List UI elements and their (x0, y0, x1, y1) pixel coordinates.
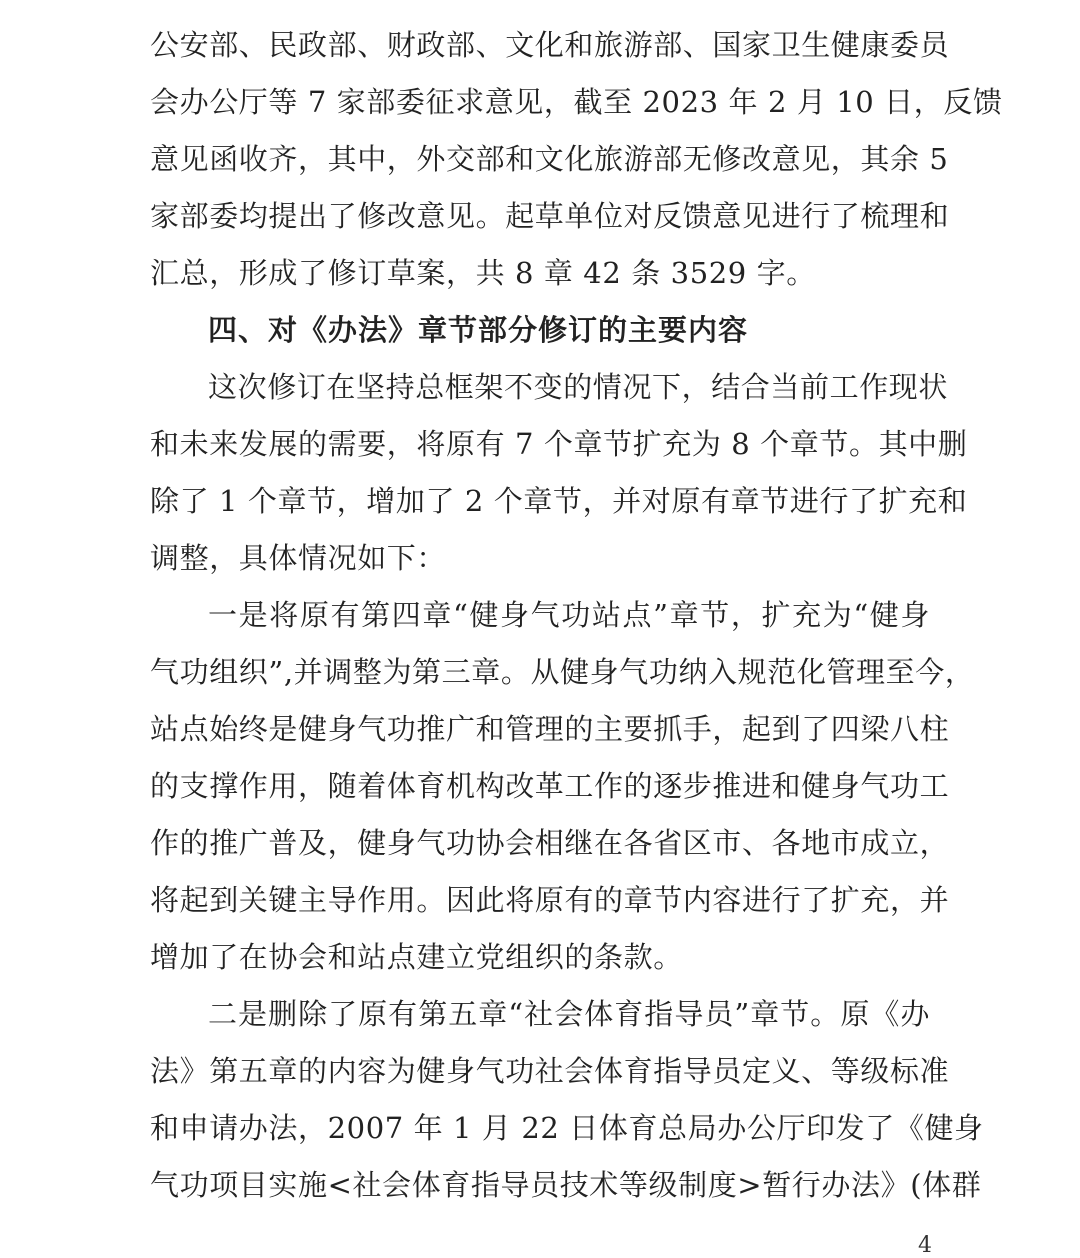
body-text-line: 除了 1 个章节，增加了 2 个章节，并对原有章节进行了扩充和 (150, 484, 968, 518)
body-text-line: 家部委均提出了修改意见。起草单位对反馈意见进行了梳理和 (150, 199, 950, 233)
paragraph-first-line: 这次修订在坚持总框架不变的情况下，结合当前工作现状 (208, 370, 949, 404)
body-text-line: 和未来发展的需要，将原有 7 个章节扩充为 8 个章节。其中删 (150, 427, 968, 461)
body-text-line: 增加了在协会和站点建立党组织的条款。 (150, 940, 683, 974)
body-text-line: 调整，具体情况如下： (150, 541, 447, 575)
paragraph-first-line: 一是将原有第四章“健身气功站点”章节，扩充为“健身 (208, 598, 930, 632)
body-text-line: 气功组织”,并调整为第三章。从健身气功纳入规范化管理至今， (150, 655, 975, 689)
paragraph-first-line: 二是删除了原有第五章“社会体育指导员”章节。原《办 (208, 997, 930, 1031)
body-text-line: 和申请办法，2007 年 1 月 22 日体育总局办公厅印发了《健身 (150, 1111, 984, 1145)
body-text-line: 会办公厅等 7 家部委征求意见，截至 2023 年 2 月 10 日，反馈 (150, 85, 1003, 119)
body-text-line: 汇总，形成了修订草案，共 8 章 42 条 3529 字。 (150, 256, 816, 290)
section-heading: 四、对《办法》章节部分修订的主要内容 (208, 313, 749, 347)
body-text-line: 站点始终是健身气功推广和管理的主要抓手，起到了四梁八柱 (150, 712, 950, 746)
body-text-line: 作的推广普及，健身气功协会相继在各省区市、各地市成立， (150, 826, 950, 860)
body-text-line: 法》第五章的内容为健身气功社会体育指导员定义、等级标准 (150, 1054, 950, 1088)
page-number: 4 (918, 1233, 932, 1258)
body-text-line: 气功项目实施<社会体育指导员技术等级制度>暂行办法》(体群 (150, 1168, 982, 1202)
body-text-line: 公安部、民政部、财政部、文化和旅游部、国家卫生健康委员 (150, 28, 950, 62)
body-text-line: 意见函收齐，其中，外交部和文化旅游部无修改意见，其余 5 (150, 142, 949, 176)
body-text-line: 将起到关键主导作用。因此将原有的章节内容进行了扩充，并 (150, 883, 950, 917)
body-text-line: 的支撑作用，随着体育机构改革工作的逐步推进和健身气功工 (150, 769, 950, 803)
